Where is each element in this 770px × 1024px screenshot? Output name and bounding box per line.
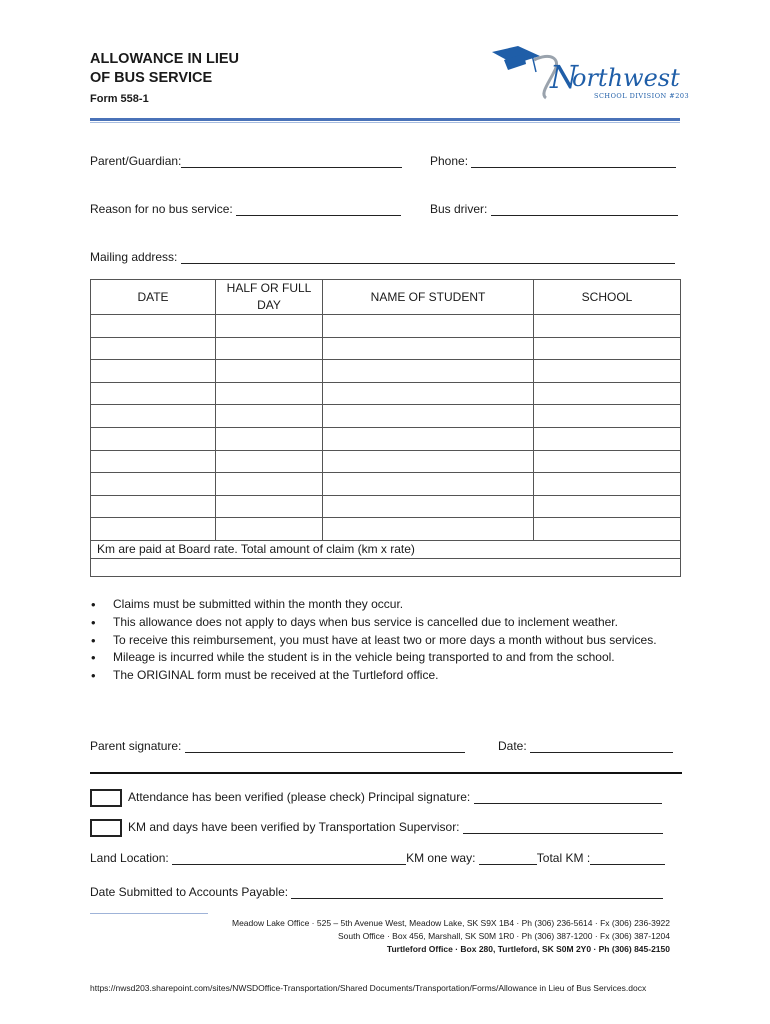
logo-wordmark: orthwest — [572, 64, 680, 92]
school-cell[interactable] — [534, 337, 681, 360]
principal-signature-line[interactable] — [474, 790, 662, 804]
day-cell[interactable] — [216, 473, 323, 496]
day-cell[interactable] — [216, 405, 323, 428]
reason-line[interactable] — [236, 202, 401, 216]
mailing-address-line[interactable] — [181, 250, 675, 264]
student-name-cell[interactable] — [323, 382, 534, 405]
mailing-address-label: Mailing address: — [90, 250, 178, 264]
day-cell[interactable] — [216, 315, 323, 338]
logo-subtext: SCHOOL DIVISION #203 — [594, 92, 690, 100]
school-cell[interactable] — [534, 315, 681, 338]
land-location-label: Land Location: — [90, 851, 169, 865]
day-cell[interactable] — [216, 337, 323, 360]
form-title — [90, 50, 239, 88]
school-cell[interactable] — [534, 473, 681, 496]
student-name-cell[interactable] — [323, 473, 534, 496]
date-cell[interactable] — [91, 450, 216, 473]
attendance-label: Attendance has been verified (please check) Principal signature: — [128, 790, 471, 804]
table-header-row — [91, 280, 681, 315]
student-name-cell[interactable] — [323, 360, 534, 383]
claim-total-row[interactable] — [91, 558, 681, 576]
date-submitted-line[interactable] — [291, 885, 663, 899]
date-cell[interactable] — [91, 337, 216, 360]
land-location-field[interactable] — [90, 851, 665, 865]
instruction-item: • This allowance does not apply to days when bus service is cancelled due to inclement weather. — [90, 614, 680, 632]
school-cell[interactable] — [534, 495, 681, 518]
claim-total-cell[interactable] — [91, 558, 681, 576]
date-cell[interactable] — [91, 518, 216, 541]
table-row[interactable] — [91, 405, 681, 428]
date-submitted-field[interactable] — [90, 885, 663, 899]
transportation-supervisor-line[interactable] — [463, 820, 663, 834]
svg-text:N: N — [550, 58, 578, 96]
table-row[interactable] — [91, 473, 681, 496]
parent-signature-label: Parent signature: — [90, 739, 182, 753]
date-cell[interactable] — [91, 473, 216, 496]
parent-guardian-label: Parent/Guardian: — [90, 154, 182, 168]
student-table — [90, 279, 681, 577]
mailing-address-field[interactable] — [90, 250, 675, 264]
form-title-line1: ALLOWANCE IN LIEU — [90, 51, 240, 67]
total-km-line[interactable] — [590, 851, 665, 865]
header-half-or-full-day: HALF OR FULL DAY — [216, 280, 323, 315]
instructions-list — [90, 596, 680, 685]
day-cell[interactable] — [216, 382, 323, 405]
attendance-field[interactable] — [128, 790, 662, 804]
section-divider — [90, 772, 682, 774]
parent-signature-field[interactable] — [90, 739, 465, 753]
student-name-cell[interactable] — [323, 427, 534, 450]
student-name-cell[interactable] — [323, 337, 534, 360]
km-days-label: KM and days have been verified by Transportation Supervisor: — [128, 820, 460, 834]
date-line[interactable] — [530, 739, 673, 753]
header-rule — [90, 118, 680, 121]
km-one-way-label: KM one way: — [406, 851, 476, 865]
document-path: https://nwsd203.sharepoint.com/sites/NWSDOffice-Transportation/Shared Documents/Transportation/Forms/Allowance in Lieu of Bus Services.docx — [90, 983, 647, 993]
day-cell[interactable] — [216, 450, 323, 473]
parent-guardian-line[interactable] — [181, 154, 402, 168]
table-row[interactable] — [91, 427, 681, 450]
date-cell[interactable] — [91, 495, 216, 518]
day-cell[interactable] — [216, 360, 323, 383]
office-address-turtleford: Turtleford Office · Box 280, Turtleford, SK S0M 2Y0 · Ph (306) 845-2150 — [386, 944, 670, 954]
table-row[interactable] — [91, 315, 681, 338]
day-cell[interactable] — [216, 518, 323, 541]
table-row[interactable] — [91, 518, 681, 541]
northwest-logo — [488, 42, 690, 106]
reason-field[interactable] — [90, 202, 401, 216]
attendance-checkbox[interactable] — [90, 789, 122, 807]
school-cell[interactable] — [534, 427, 681, 450]
form-number: Form 558-1 — [90, 93, 149, 105]
student-name-cell[interactable] — [323, 495, 534, 518]
day-cell[interactable] — [216, 495, 323, 518]
header-name-of-student: NAME OF STUDENT — [323, 280, 534, 315]
instruction-item: • The ORIGINAL form must be received at the Turtleford office. — [90, 667, 680, 685]
parent-guardian-field[interactable] — [90, 154, 402, 168]
school-cell[interactable] — [534, 382, 681, 405]
school-cell[interactable] — [534, 518, 681, 541]
bus-driver-line[interactable] — [491, 202, 678, 216]
school-cell[interactable] — [534, 405, 681, 428]
date-cell[interactable] — [91, 427, 216, 450]
student-name-cell[interactable] — [323, 405, 534, 428]
office-address-meadow-lake: Meadow Lake Office · 525 – 5th Avenue West, Meadow Lake, SK S9X 1B4 · Ph (306) 236-5614 · Fx (306) 236-3922 — [231, 918, 670, 928]
form-title-line2: OF BUS SERVICE — [90, 70, 213, 86]
date-submitted-label: Date Submitted to Accounts Payable: — [90, 885, 289, 899]
km-days-field[interactable] — [128, 820, 663, 834]
day-cell[interactable] — [216, 427, 323, 450]
instruction-item: • Claims must be submitted within the month they occur. — [90, 596, 680, 614]
km-one-way-line[interactable] — [479, 851, 537, 865]
date-cell[interactable] — [91, 315, 216, 338]
total-km-label: Total KM : — [536, 851, 591, 865]
date-label: Date: — [498, 739, 527, 753]
date-cell[interactable] — [91, 382, 216, 405]
claim-text: Km are paid at Board rate. Total amount of claim (km x rate) — [91, 540, 681, 558]
footer-rule — [90, 913, 208, 914]
student-name-cell[interactable] — [323, 518, 534, 541]
school-cell[interactable] — [534, 450, 681, 473]
header-date: DATE — [91, 280, 216, 315]
claim-row — [91, 540, 681, 558]
office-address-south: South Office · Box 456, Marshall, SK S0M 1R0 · Ph (306) 387-1200 · Fx (306) 387-1204 — [338, 931, 670, 941]
phone-line[interactable] — [471, 154, 676, 168]
date-cell[interactable] — [91, 360, 216, 383]
table-row[interactable] — [91, 337, 681, 360]
student-name-cell[interactable] — [323, 315, 534, 338]
bus-driver-field[interactable] — [430, 202, 678, 216]
phone-label: Phone: — [430, 154, 469, 168]
date-field[interactable] — [498, 739, 673, 753]
land-location-line[interactable] — [172, 851, 406, 865]
parent-signature-line[interactable] — [185, 739, 465, 753]
date-cell[interactable] — [91, 405, 216, 428]
header-school: SCHOOL — [534, 280, 681, 315]
reason-label: Reason for no bus service: — [90, 202, 233, 216]
school-cell[interactable] — [534, 360, 681, 383]
instruction-item: • To receive this reimbursement, you must have at least two or more days a month without bus services. — [90, 632, 680, 650]
instruction-item: • Mileage is incurred while the student is in the vehicle being transported to and from the school. — [90, 649, 680, 667]
table-row[interactable] — [91, 382, 681, 405]
km-days-checkbox[interactable] — [90, 819, 122, 837]
table-row[interactable] — [91, 450, 681, 473]
table-row[interactable] — [91, 360, 681, 383]
phone-field[interactable] — [430, 154, 676, 168]
header-rule-light — [90, 122, 680, 123]
bus-driver-label: Bus driver: — [430, 202, 488, 216]
table-row[interactable] — [91, 495, 681, 518]
student-name-cell[interactable] — [323, 450, 534, 473]
